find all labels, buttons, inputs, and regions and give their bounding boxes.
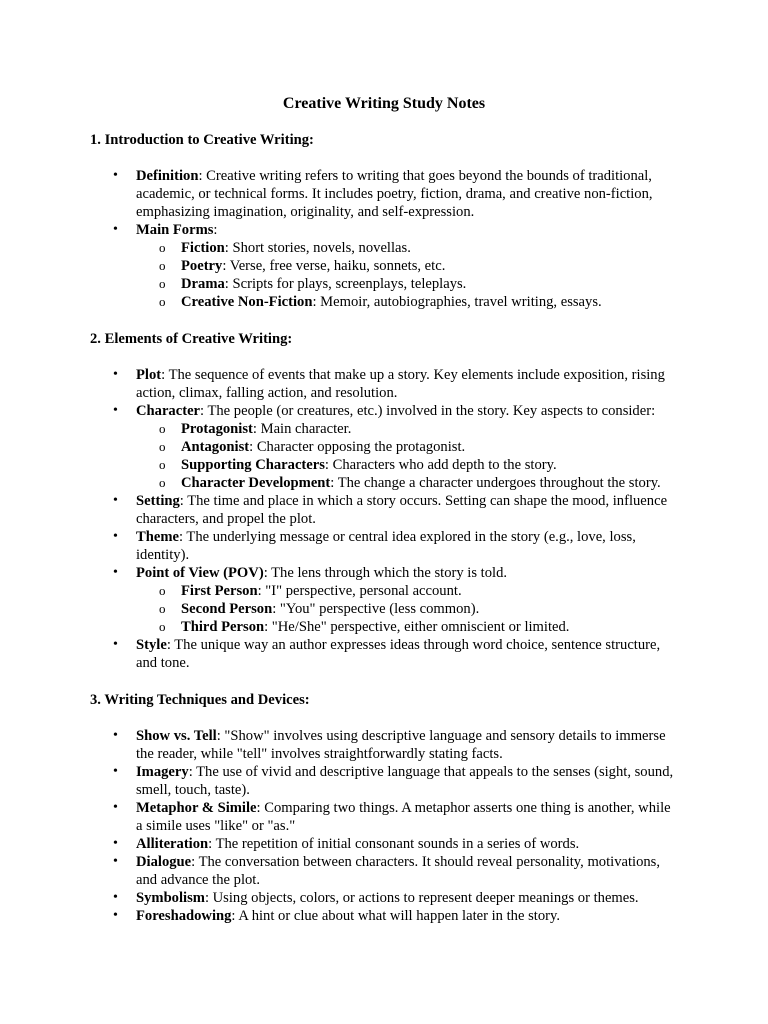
- subitem-term: Supporting Characters: [181, 457, 325, 473]
- section-list-techniques: [0, 727, 680, 925]
- section-heading-introduction: 1. Introduction to Creative Writing:: [90, 132, 314, 148]
- item-term: Setting: [136, 493, 180, 509]
- subitem-text: : The change a character undergoes throughout the story.: [330, 475, 661, 491]
- list-item: [0, 853, 680, 889]
- sub-list-item: [136, 239, 680, 257]
- item-text: : The sequence of events that make up a story. Key elements include exposition, rising action, climax, falling action, and resolution.: [136, 367, 665, 401]
- sub-list-item: [136, 293, 680, 311]
- section-list-elements: [0, 366, 680, 672]
- list-item: [0, 492, 680, 528]
- item-text: :: [213, 222, 218, 238]
- item-term: Plot: [136, 367, 162, 383]
- subitem-term: Third Person: [181, 619, 265, 635]
- item-text: : The people (or creatures, etc.) involved in the story. Key aspects to consider:: [200, 403, 656, 419]
- subitem-text: : Characters who add depth to the story.: [324, 457, 557, 473]
- item-text: : Using objects, colors, or actions to represent deeper meanings or themes.: [204, 890, 639, 906]
- subitem-term: Drama: [181, 276, 225, 292]
- list-item: [0, 366, 680, 402]
- subitem-text: : Short stories, novels, novellas.: [224, 240, 411, 256]
- sublist: [136, 420, 680, 492]
- subitem-text: : "He/She" perspective, either omniscient or limited.: [264, 619, 570, 635]
- item-term: Definition: [136, 168, 199, 184]
- item-term: Dialogue: [136, 854, 192, 870]
- subitem-term: Antagonist: [181, 439, 250, 455]
- item-term: Metaphor & Simile: [136, 800, 257, 816]
- subitem-term: Second Person: [181, 601, 273, 617]
- item-term: Symbolism: [136, 890, 205, 906]
- document-title: Creative Writing Study Notes: [282, 95, 486, 112]
- item-text: : The lens through which the story is told.: [263, 565, 508, 581]
- list-item: [0, 799, 680, 835]
- subitem-text: : Character opposing the protagonist.: [249, 439, 466, 455]
- sub-list-item: [136, 600, 680, 618]
- list-item: [0, 528, 680, 564]
- sublist: [136, 582, 680, 636]
- item-text: : Creative writing refers to writing that goes beyond the bounds of traditional, academic, or technical forms. It includes poetry, fiction, drama, and creative non-fiction, emphasizing imagination, originality, and self-expression.: [136, 168, 653, 220]
- sub-list-item: [136, 420, 680, 438]
- subitem-term: Poetry: [181, 258, 223, 274]
- item-term: Theme: [136, 529, 179, 545]
- item-text: : Comparing two things. A metaphor asserts one thing is another, while a simile uses "like" or "as.": [136, 800, 671, 834]
- item-text: : The repetition of initial consonant sounds in a series of words.: [208, 836, 580, 852]
- list-item: [0, 167, 680, 221]
- list-item: [0, 835, 680, 853]
- subitem-term: Creative Non-Fiction: [181, 294, 313, 310]
- list-item: [0, 564, 680, 636]
- item-term: Show vs. Tell: [136, 728, 217, 744]
- item-text: : A hint or clue about what will happen later in the story.: [231, 908, 560, 924]
- sub-list-item: [136, 438, 680, 456]
- subitem-term: Character Development: [181, 475, 331, 491]
- sub-list-item: [136, 257, 680, 275]
- item-term: Imagery: [136, 764, 189, 780]
- sub-list-item: [136, 275, 680, 293]
- subitem-text: : Scripts for plays, screenplays, teleplays.: [224, 276, 467, 292]
- item-text: : The unique way an author expresses ideas through word choice, sentence structure, and tone.: [136, 637, 661, 671]
- section-list-introduction: [0, 167, 680, 311]
- subitem-term: Protagonist: [181, 421, 253, 437]
- item-text: : The underlying message or central idea explored in the story (e.g., love, loss, identity).: [136, 529, 636, 563]
- item-term: Character: [136, 403, 201, 419]
- subitem-text: : "You" perspective (less common).: [272, 601, 480, 617]
- sub-list-item: [136, 582, 680, 600]
- subitem-text: : "I" perspective, personal account.: [257, 583, 462, 599]
- section-heading-elements: 2. Elements of Creative Writing:: [90, 331, 293, 347]
- subitem-text: : Main character.: [252, 421, 352, 437]
- list-item: [0, 402, 680, 492]
- subitem-term: Fiction: [181, 240, 225, 256]
- list-item: [0, 889, 680, 907]
- item-text: : The use of vivid and descriptive language that appeals to the senses (sight, sound, smell, touch, taste).: [136, 764, 674, 798]
- item-term: Point of View (POV): [136, 565, 264, 581]
- list-item: [0, 221, 680, 311]
- list-item: [0, 907, 680, 925]
- subitem-text: : Verse, free verse, haiku, sonnets, etc.: [222, 258, 446, 274]
- item-term: Style: [136, 637, 167, 653]
- subitem-text: : Memoir, autobiographies, travel writing, essays.: [312, 294, 602, 310]
- list-item: [0, 727, 680, 763]
- list-item: [0, 763, 680, 799]
- item-text: : "Show" involves using descriptive language and sensory details to immerse the reader, while "tell" involves straightforwardly stating facts.: [136, 728, 666, 762]
- sublist: [136, 239, 680, 311]
- item-term: Main Forms: [136, 222, 214, 238]
- section-heading-techniques: 3. Writing Techniques and Devices:: [90, 692, 310, 708]
- item-text: : The conversation between characters. It should reveal personality, motivations, and advance the plot.: [136, 854, 661, 888]
- sub-list-item: [136, 618, 680, 636]
- subitem-term: First Person: [181, 583, 258, 599]
- item-text: : The time and place in which a story occurs. Setting can shape the mood, influence characters, and propel the plot.: [136, 493, 668, 527]
- sub-list-item: [136, 456, 680, 474]
- item-term: Alliteration: [136, 836, 209, 852]
- list-item: [0, 636, 680, 672]
- sub-list-item: [136, 474, 680, 492]
- item-term: Foreshadowing: [136, 908, 232, 924]
